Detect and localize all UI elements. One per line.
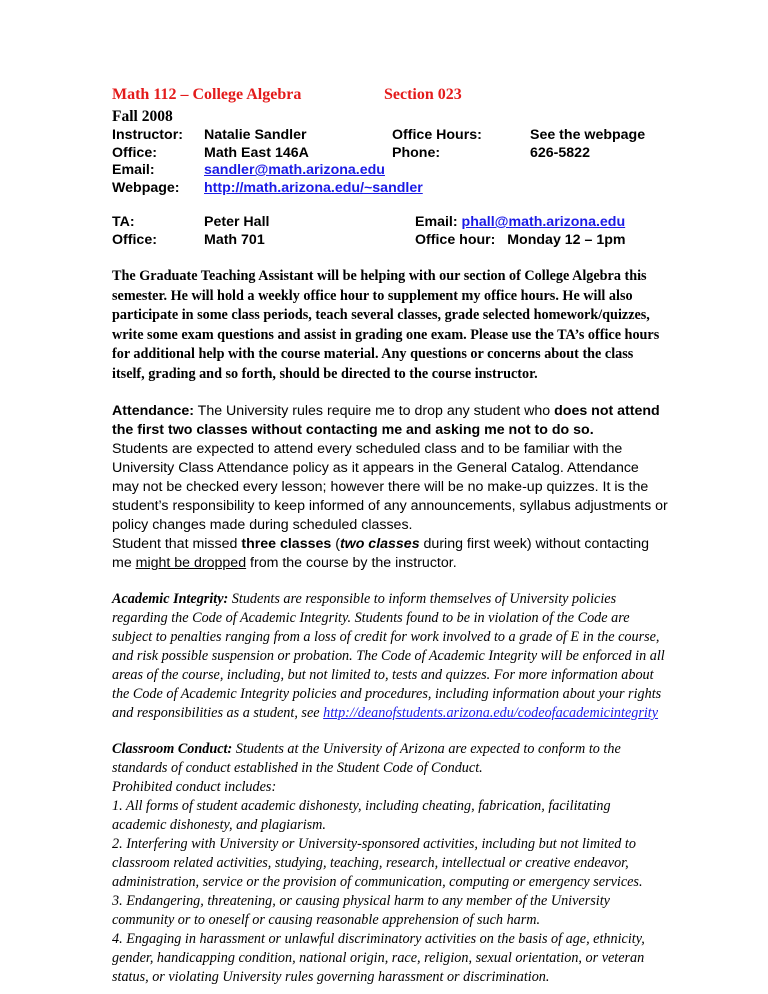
ta-name: Peter Hall: [204, 214, 270, 230]
ai-heading: Academic Integrity:: [112, 591, 229, 607]
office-label: Office:: [112, 144, 157, 161]
email-row: [112, 162, 660, 180]
ta-office-hour: [415, 232, 626, 248]
instructor-email-link[interactable]: sandler@math.arizona.edu: [204, 162, 385, 178]
classroom-conduct-section: [112, 740, 660, 987]
ai-line: subject to penalties ranging from a loss of credit for work involved to a grade of E in the course,: [112, 629, 660, 645]
cc-line: Prohibited conduct includes:: [112, 779, 277, 795]
ai-first-line: [112, 590, 660, 609]
attendance-section: [112, 402, 668, 573]
ta-paragraph-line: itself, grading and so forth, should be directed to the course instructor.: [112, 365, 538, 382]
ta-paragraph: [112, 267, 660, 384]
ai-line: and risk possible suspension or probation. The Code of Academic Integrity will be enforced in all: [112, 648, 665, 664]
ai-line: areas of the course, including, but not limited to, tests and quizzes. For more information about: [112, 667, 654, 683]
ta-label: TA:: [112, 214, 135, 230]
office-hours-label: Office Hours:: [392, 127, 482, 143]
cc-line: classroom related activities, studying, teaching, research, intellectual or creative endeavor,: [112, 855, 629, 871]
attendance-first-line: [112, 402, 660, 421]
ta-paragraph-line: semester. He will hold a weekly office hour to supplement my office hours. He will also: [112, 287, 633, 304]
missed-bold-italic: two classes: [339, 536, 420, 552]
attendance-line: student’s responsibility to keep informed of any announcements, syllabus adjustments or: [112, 498, 668, 514]
instructor-row: [112, 127, 660, 145]
ta-email: [415, 214, 625, 230]
ta-row: [112, 214, 660, 232]
ta-email-label: Email:: [415, 214, 462, 230]
attendance-line: University Class Attendance policy as it appears in the General Catalog. Attendance: [112, 460, 639, 476]
term: Fall 2008: [112, 108, 173, 125]
ta-paragraph-line: participate in some class periods, teach several classes, grade selected homework/quizzes,: [112, 307, 650, 323]
phone-label: Phone:: [392, 144, 441, 161]
missed-bold: three classes: [241, 536, 332, 552]
ai-link[interactable]: http://deanofstudents.arizona.edu/codeofacademicintegrity: [323, 705, 659, 721]
attendance-last-line: [112, 554, 660, 573]
ta-office-label: Office:: [112, 231, 157, 248]
syllabus-page: [112, 86, 668, 987]
instructor-info: [112, 127, 660, 197]
might-be-dropped: might be dropped: [135, 555, 247, 571]
missed-prefix: Student that missed: [112, 536, 242, 552]
attendance-heading: Attendance:: [112, 403, 194, 419]
ai-line: the Code of Academic Integrity policies and procedures, including information about your rights: [112, 686, 662, 702]
title-row: [112, 86, 660, 108]
last-rest: from the course by the instructor.: [246, 555, 457, 571]
ta-office-value: Math 701: [204, 231, 265, 248]
ta-office-hour-label: Office hour:: [415, 231, 496, 248]
ta-info: [112, 214, 660, 249]
attendance-line: may not be checked every lesson; however there will be no make-up quizzes. It is the: [112, 479, 649, 495]
ta-email-link[interactable]: phall@math.arizona.edu: [461, 214, 626, 230]
cc-line: academic dishonesty, and plagiarism.: [112, 817, 326, 833]
ai-line: regarding the Code of Academic Integrity. Students found to be in violation of the Code are: [112, 610, 630, 626]
instructor-label: Instructor:: [112, 127, 183, 143]
missed-paren: (: [331, 536, 340, 552]
ai-last-prefix: and responsibilities as a student, see: [112, 705, 324, 721]
cc-line: community or to oneself or causing reasonable apprehension of such harm.: [112, 912, 541, 928]
cc-line: standards of conduct established in the Student Code of Conduct.: [112, 760, 483, 776]
webpage-row: [112, 180, 660, 198]
cc-line: gender, handicapping condition, national origin, race, religion, sexual orientation, or veteran: [112, 950, 645, 966]
instructor-name: Natalie Sandler: [204, 127, 307, 143]
cc-line: 1. All forms of student academic dishonesty, including cheating, fabrication, facilitating: [112, 798, 611, 814]
missed-rest: during first week) without contacting: [419, 536, 650, 552]
cc-line: 2. Interfering with University or University-sponsored activities, including but not limited to: [112, 836, 636, 852]
office-row: [112, 145, 660, 163]
cc-line: 3. Endangering, threatening, or causing physical harm to any member of the University: [112, 893, 610, 909]
attendance-bold-2: the first two classes without contacting me and asking me not to do so.: [112, 422, 594, 438]
ai-first: Students are responsible to inform themselves of University policies: [228, 591, 617, 607]
office-hours-value: See the webpage: [530, 127, 646, 143]
phone-value: 626-5822: [530, 144, 590, 161]
ta-office-row: [112, 232, 660, 250]
last-me: me: [112, 555, 136, 571]
course-title: Math 112 – College Algebra: [112, 86, 302, 103]
attendance-bold-1: does not attend: [554, 403, 660, 419]
ta-office-hour-value: Monday 12 – 1pm: [507, 231, 626, 248]
cc-line: administration, service or the provision of communication, computing or emergency services.: [112, 874, 643, 890]
ta-paragraph-line: write some exam questions and assist in grading one exam. Please use the TA’s office hours: [112, 326, 660, 343]
email-label: Email:: [112, 162, 155, 178]
cc-heading: Classroom Conduct:: [112, 741, 233, 757]
ta-paragraph-line: The Graduate Teaching Assistant will be helping with our section of College Algebra this: [112, 268, 647, 284]
attendance-missed-line: [112, 535, 660, 554]
attendance-intro: The University rules require me to drop any student who: [193, 403, 555, 419]
attendance-line: policy changes made during scheduled classes.: [112, 517, 413, 533]
webpage-label: Webpage:: [112, 179, 180, 196]
section-number: Section 023: [384, 86, 462, 103]
academic-integrity-section: [112, 590, 665, 723]
cc-first-line: [112, 740, 660, 759]
cc-line: 4. Engaging in harassment or unlawful discriminatory activities on the basis of age, ethnicity,: [112, 931, 645, 947]
cc-first: Students at the University of Arizona are expected to conform to the: [232, 741, 621, 757]
office-value: Math East 146A: [204, 144, 309, 161]
cc-line: status, or violating University rules governing harassment or discrimination.: [112, 969, 550, 985]
ta-paragraph-line: for additional help with the course material. Any questions or concerns about the class: [112, 346, 634, 362]
instructor-webpage-link[interactable]: http://math.arizona.edu/~sandler: [204, 179, 423, 196]
ai-last-line: [112, 704, 660, 723]
attendance-line: Students are expected to attend every scheduled class and to be familiar with the: [112, 441, 623, 457]
